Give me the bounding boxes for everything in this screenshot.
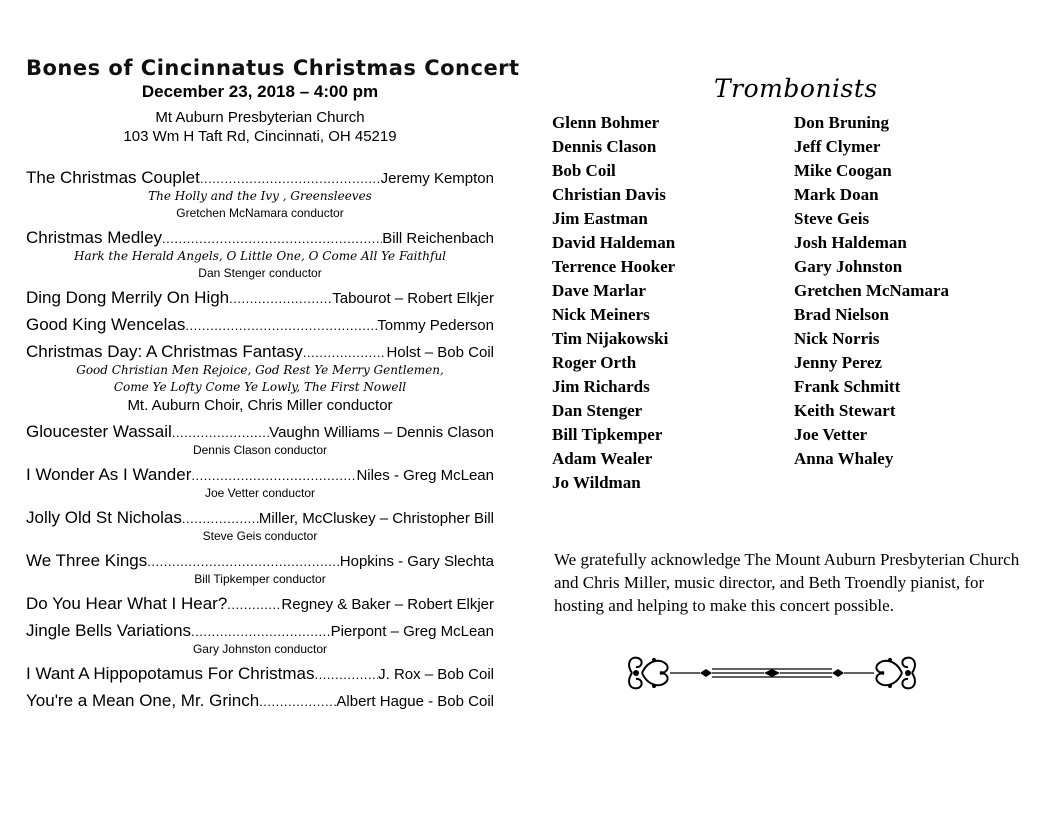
- program-item: [26, 168, 494, 221]
- program-item: [26, 422, 494, 458]
- trombonist-name: Jim Eastman: [552, 209, 648, 228]
- program-row: [26, 621, 494, 641]
- dot-leader: [314, 667, 378, 682]
- trombonist-name: Dennis Clason: [552, 137, 657, 156]
- dot-leader: [182, 511, 259, 526]
- program-item: [26, 691, 494, 711]
- trombonist-name: Nick Meiners: [552, 305, 650, 324]
- trombonist-name: Anna Whaley: [794, 449, 894, 468]
- piece-title: We Three Kings: [26, 551, 148, 570]
- program-page: [26, 56, 520, 718]
- concert-title: [26, 56, 520, 80]
- trombonist-name: Jim Richards: [552, 377, 650, 396]
- venue-name: Mt Auburn Presbyterian Church: [155, 109, 365, 126]
- program-row: [26, 342, 494, 362]
- program-item: [26, 621, 494, 657]
- program-item: [26, 664, 494, 684]
- trombonist-name: Gretchen McNamara: [794, 281, 949, 300]
- trombonist-name: Don Bruning: [794, 113, 889, 132]
- trombonist-name: David Haldeman: [552, 233, 676, 252]
- piece-conductor: Dan Stenger conductor: [198, 266, 322, 280]
- program-item: [26, 508, 494, 544]
- trombonists-column-2: [794, 111, 949, 471]
- trombonist-name: Joe Vetter: [794, 425, 868, 444]
- piece-conductor: Dennis Clason conductor: [192, 443, 328, 457]
- program-row: [26, 288, 494, 308]
- venue-address: 103 Wm H Taft Rd, Cincinnati, OH 45219: [123, 128, 397, 145]
- piece-composer: Albert Hague - Bob Coil: [336, 693, 494, 710]
- piece-title: Gloucester Wassail: [26, 422, 172, 441]
- piece-title: Christmas Medley: [26, 228, 163, 247]
- trombonists-column-1: [552, 111, 675, 495]
- piece-composer: Niles - Greg McLean: [356, 467, 494, 484]
- piece-title: Jingle Bells Variations: [26, 621, 192, 640]
- trombonist-name: Frank Schmitt: [794, 377, 901, 396]
- trombonist-name: Roger Orth: [552, 353, 637, 372]
- piece-title: I Wonder As I Wander: [26, 465, 192, 484]
- piece-composer: Vaughn Williams – Dennis Clason: [269, 424, 494, 441]
- piece-conductor: Steve Geis conductor: [202, 529, 318, 543]
- trombonist-name: Gary Johnston: [794, 257, 903, 276]
- trombonist-name: Mark Doan: [794, 185, 879, 204]
- piece-composer: Tabourot – Robert Elkjer: [332, 290, 494, 307]
- piece-title: Ding Dong Merrily On High: [26, 288, 230, 307]
- trombonist-name: Tim Nijakowski: [552, 329, 669, 348]
- program-row: [26, 594, 494, 614]
- trombonist-name: Keith Stewart: [794, 401, 896, 420]
- trombonist-name: Christian Davis: [552, 185, 666, 204]
- trombonist-name: Terrence Hooker: [552, 257, 676, 276]
- program-row: [26, 168, 494, 188]
- dot-leader: [303, 345, 387, 360]
- piece-composer: Regney & Baker – Robert Elkjer: [281, 596, 494, 613]
- piece-subtitle: Hark the Herald Angels, O Little One, O Come All Ye Faithful: [73, 249, 447, 263]
- program-row: [26, 691, 494, 711]
- piece-subtitle: Good Christian Men Rejoice, God Rest Ye Merry Gentlemen,: [76, 363, 444, 377]
- program-row: [26, 551, 494, 571]
- trombonist-name: Jeff Clymer: [794, 137, 881, 156]
- dot-leader: [162, 231, 382, 246]
- dot-leader: [200, 171, 381, 186]
- piece-title: The Christmas Couplet: [26, 168, 200, 187]
- piece-title: Do You Hear What I Hear?: [26, 594, 228, 613]
- piece-conductor: Gretchen McNamara conductor: [176, 206, 344, 220]
- piece-conductor: Bill Tipkemper conductor: [194, 572, 326, 586]
- trombonist-name: Josh Haldeman: [794, 233, 907, 252]
- program-item: [26, 228, 494, 281]
- dot-leader: [229, 291, 332, 306]
- trombonist-name: Brad Nielson: [794, 305, 889, 324]
- piece-composer: Pierpont – Greg McLean: [330, 623, 494, 640]
- trombonist-name: Jenny Perez: [794, 353, 882, 372]
- piece-title: Christmas Day: A Christmas Fantasy: [26, 342, 303, 361]
- program-row: [26, 664, 494, 684]
- dot-leader: [227, 597, 281, 612]
- program-item: [26, 342, 494, 415]
- dot-leader: [191, 624, 331, 639]
- dot-leader: [172, 425, 269, 440]
- program-item: [26, 551, 494, 587]
- program-row: [26, 228, 494, 248]
- dot-leader: [185, 318, 377, 333]
- trombonist-name: Bill Tipkemper: [552, 425, 663, 444]
- dot-leader: [147, 554, 339, 569]
- piece-conductor: Mt. Auburn Choir, Chris Miller conductor: [127, 397, 393, 414]
- acknowledgement: We gratefully acknowledge The Mount Auburn Presbyterian Church and Chris Miller, music director, and Beth Troendly pianist, for hosting and helping to make this concert possible.: [554, 550, 1020, 615]
- trombonist-name: Glenn Bohmer: [552, 113, 660, 132]
- program-item: [26, 315, 494, 335]
- piece-title: I Want A Hippopotamus For Christmas: [26, 664, 315, 683]
- piece-subtitle: The Holly and the Ivy , Greensleeves: [148, 189, 372, 203]
- trombonist-name: Dave Marlar: [552, 281, 646, 300]
- piece-composer: Tommy Pederson: [377, 317, 494, 334]
- piece-title: You're a Mean One, Mr. Grinch: [26, 691, 260, 710]
- piece-subtitle: Come Ye Lofty Come Ye Lowly, The First Nowell: [113, 380, 407, 394]
- piece-composer: J. Rox – Bob Coil: [378, 666, 494, 683]
- piece-title: Jolly Old St Nicholas: [26, 508, 182, 527]
- program-item: [26, 465, 494, 501]
- dot-leader: [259, 694, 336, 709]
- program-row: [26, 465, 494, 485]
- piece-composer: Holst – Bob Coil: [386, 344, 494, 361]
- program-list: [26, 168, 494, 711]
- trombonists-heading: Trombonists: [714, 74, 878, 103]
- trombonist-name: Adam Wealer: [552, 449, 653, 468]
- concert-date: December 23, 2018 – 4:00 pm: [141, 82, 379, 101]
- piece-title: Good King Wencelas: [26, 315, 186, 334]
- piece-composer: Hopkins - Gary Slechta: [339, 553, 494, 570]
- program-row: [26, 422, 494, 442]
- trombonist-name: Mike Coogan: [794, 161, 892, 180]
- program-row: [26, 508, 494, 528]
- concert-title-text: Bones of Cincinnatus Christmas Concert: [26, 56, 520, 80]
- program-item: [26, 594, 494, 614]
- ornament-divider-icon: [622, 650, 922, 701]
- trombonist-name: Dan Stenger: [552, 401, 643, 420]
- piece-composer: Jeremy Kempton: [380, 170, 494, 187]
- piece-composer: Bill Reichenbach: [382, 230, 494, 247]
- trombonist-name: Steve Geis: [794, 209, 870, 228]
- piece-conductor: Gary Johnston conductor: [192, 642, 328, 656]
- piece-composer: Miller, McCluskey – Christopher Bill: [258, 510, 494, 527]
- program-row: [26, 315, 494, 335]
- trombonist-name: Jo Wildman: [552, 473, 641, 492]
- program-item: [26, 288, 494, 308]
- dot-leader: [191, 468, 356, 483]
- trombonist-name: Nick Norris: [794, 329, 880, 348]
- piece-conductor: Joe Vetter conductor: [204, 486, 316, 500]
- trombonist-name: Bob Coil: [552, 161, 616, 180]
